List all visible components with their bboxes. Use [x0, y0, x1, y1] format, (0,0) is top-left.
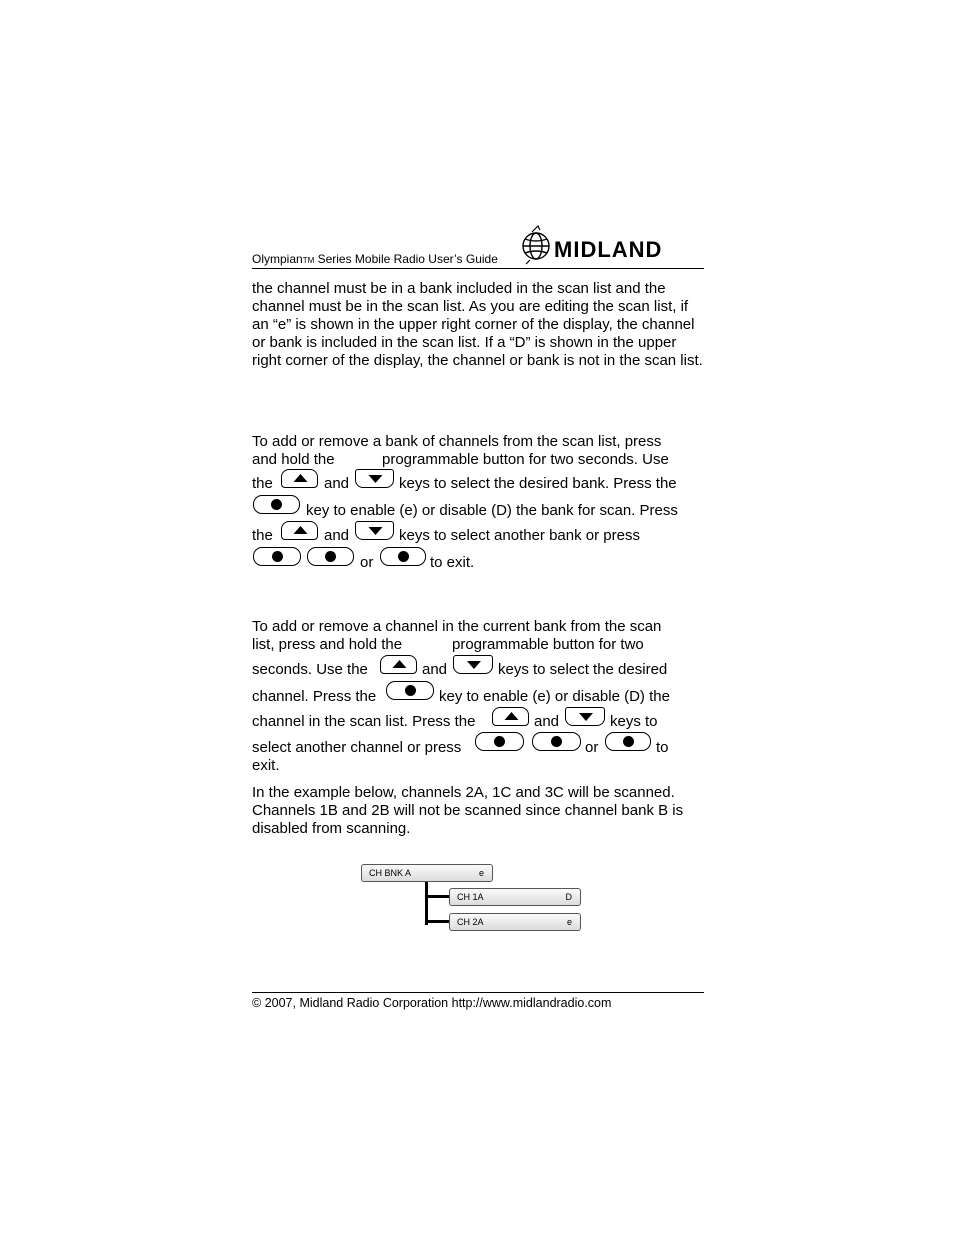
footer-text: © 2007, Midland Radio Corporation http://www.midlandradio.com [252, 996, 612, 1010]
exit-key-icon [532, 732, 581, 751]
logo-text: MIDLAND [554, 237, 663, 262]
intro-paragraph: the channel must be in a bank included in the scan list and the channel must be in the scan list. As you are editing the scan list, if an “e” is shown in the upper right corner of the display, the channel or bank is included in the scan list. If a “D” is shown in the upper right corner of the display, the channel or bank is not in the scan list. [252, 280, 703, 369]
up-key-icon [281, 469, 318, 488]
up-key-icon [380, 655, 417, 674]
tree-branch-line [425, 895, 449, 898]
example-paragraph: In the example below, channels 2A, 1C and 3C will be scanned. Channels 1B and 2B will not be scanned since channel bank B is disabled from scanning. [252, 784, 684, 837]
down-key-icon [355, 469, 394, 488]
exit-key-icon [475, 732, 524, 751]
globe-icon [523, 226, 549, 264]
down-key-icon [355, 521, 394, 540]
down-key-icon [565, 707, 605, 726]
tree-vertical-line [425, 881, 428, 925]
exit-key-icon [307, 547, 354, 566]
up-key-icon [492, 707, 529, 726]
header-title: OlympianTM Series Mobile Radio User’s Guide [252, 252, 498, 266]
exit-key-icon [605, 732, 651, 751]
exit-key-icon [253, 547, 301, 566]
footer-rule [252, 992, 704, 993]
channel-display: CH 1A D [449, 888, 581, 906]
exit-key-icon [380, 547, 426, 566]
midland-logo [516, 224, 704, 266]
tree-branch-line [425, 920, 449, 923]
bank-display: CH BNK A e [361, 864, 493, 882]
channel-display: CH 2A e [449, 913, 581, 931]
up-key-icon [281, 521, 318, 540]
down-key-icon [453, 655, 493, 674]
header-rule [252, 268, 704, 269]
select-key-icon [386, 681, 434, 700]
select-key-icon [253, 495, 300, 514]
